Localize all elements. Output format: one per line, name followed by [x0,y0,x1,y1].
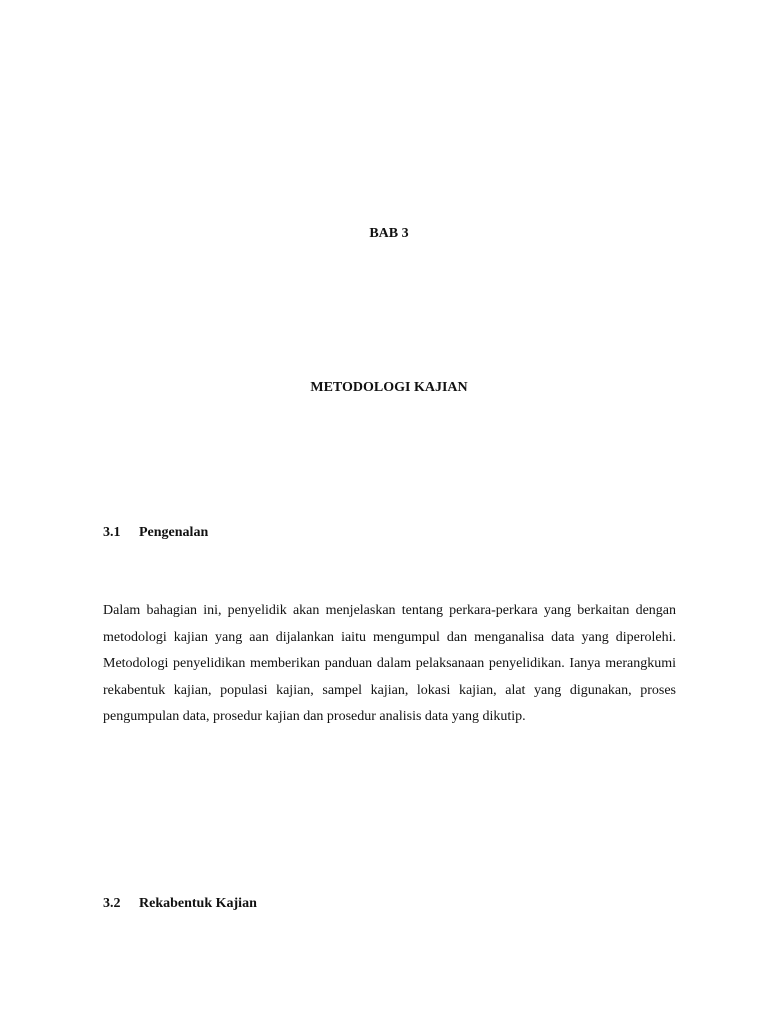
chapter-number: BAB 3 [369,226,409,241]
section-heading-rekabentuk-kajian [103,895,257,913]
section-title: Pengenalan [139,525,209,540]
section-number: 3.2 [103,896,121,911]
section-number: 3.1 [103,525,121,540]
section-paragraph: Dalam bahagian ini, penyelidik akan menjelaskan tentang perkara-perkara yang berkaitan dengan metodologi kajian yang aan dijalankan iaitu mengumpul dan menganalisa data yang diperolehi. Metodologi penyelidikan memberikan panduan dalam pelaksanaan penyelidikan. Ianya merangkumi rekabentuk kajian, populasi kajian, sampel kajian, lokasi kajian, alat yang digunakan, proses pengumpulan data, prosedur kajian dan prosedur analisis data yang dikutip. [103,603,676,725]
chapter-title: METODOLOGI KAJIAN [310,380,468,395]
section-title: Rekabentuk Kajian [139,896,257,911]
section-heading-pengenalan [103,524,208,542]
